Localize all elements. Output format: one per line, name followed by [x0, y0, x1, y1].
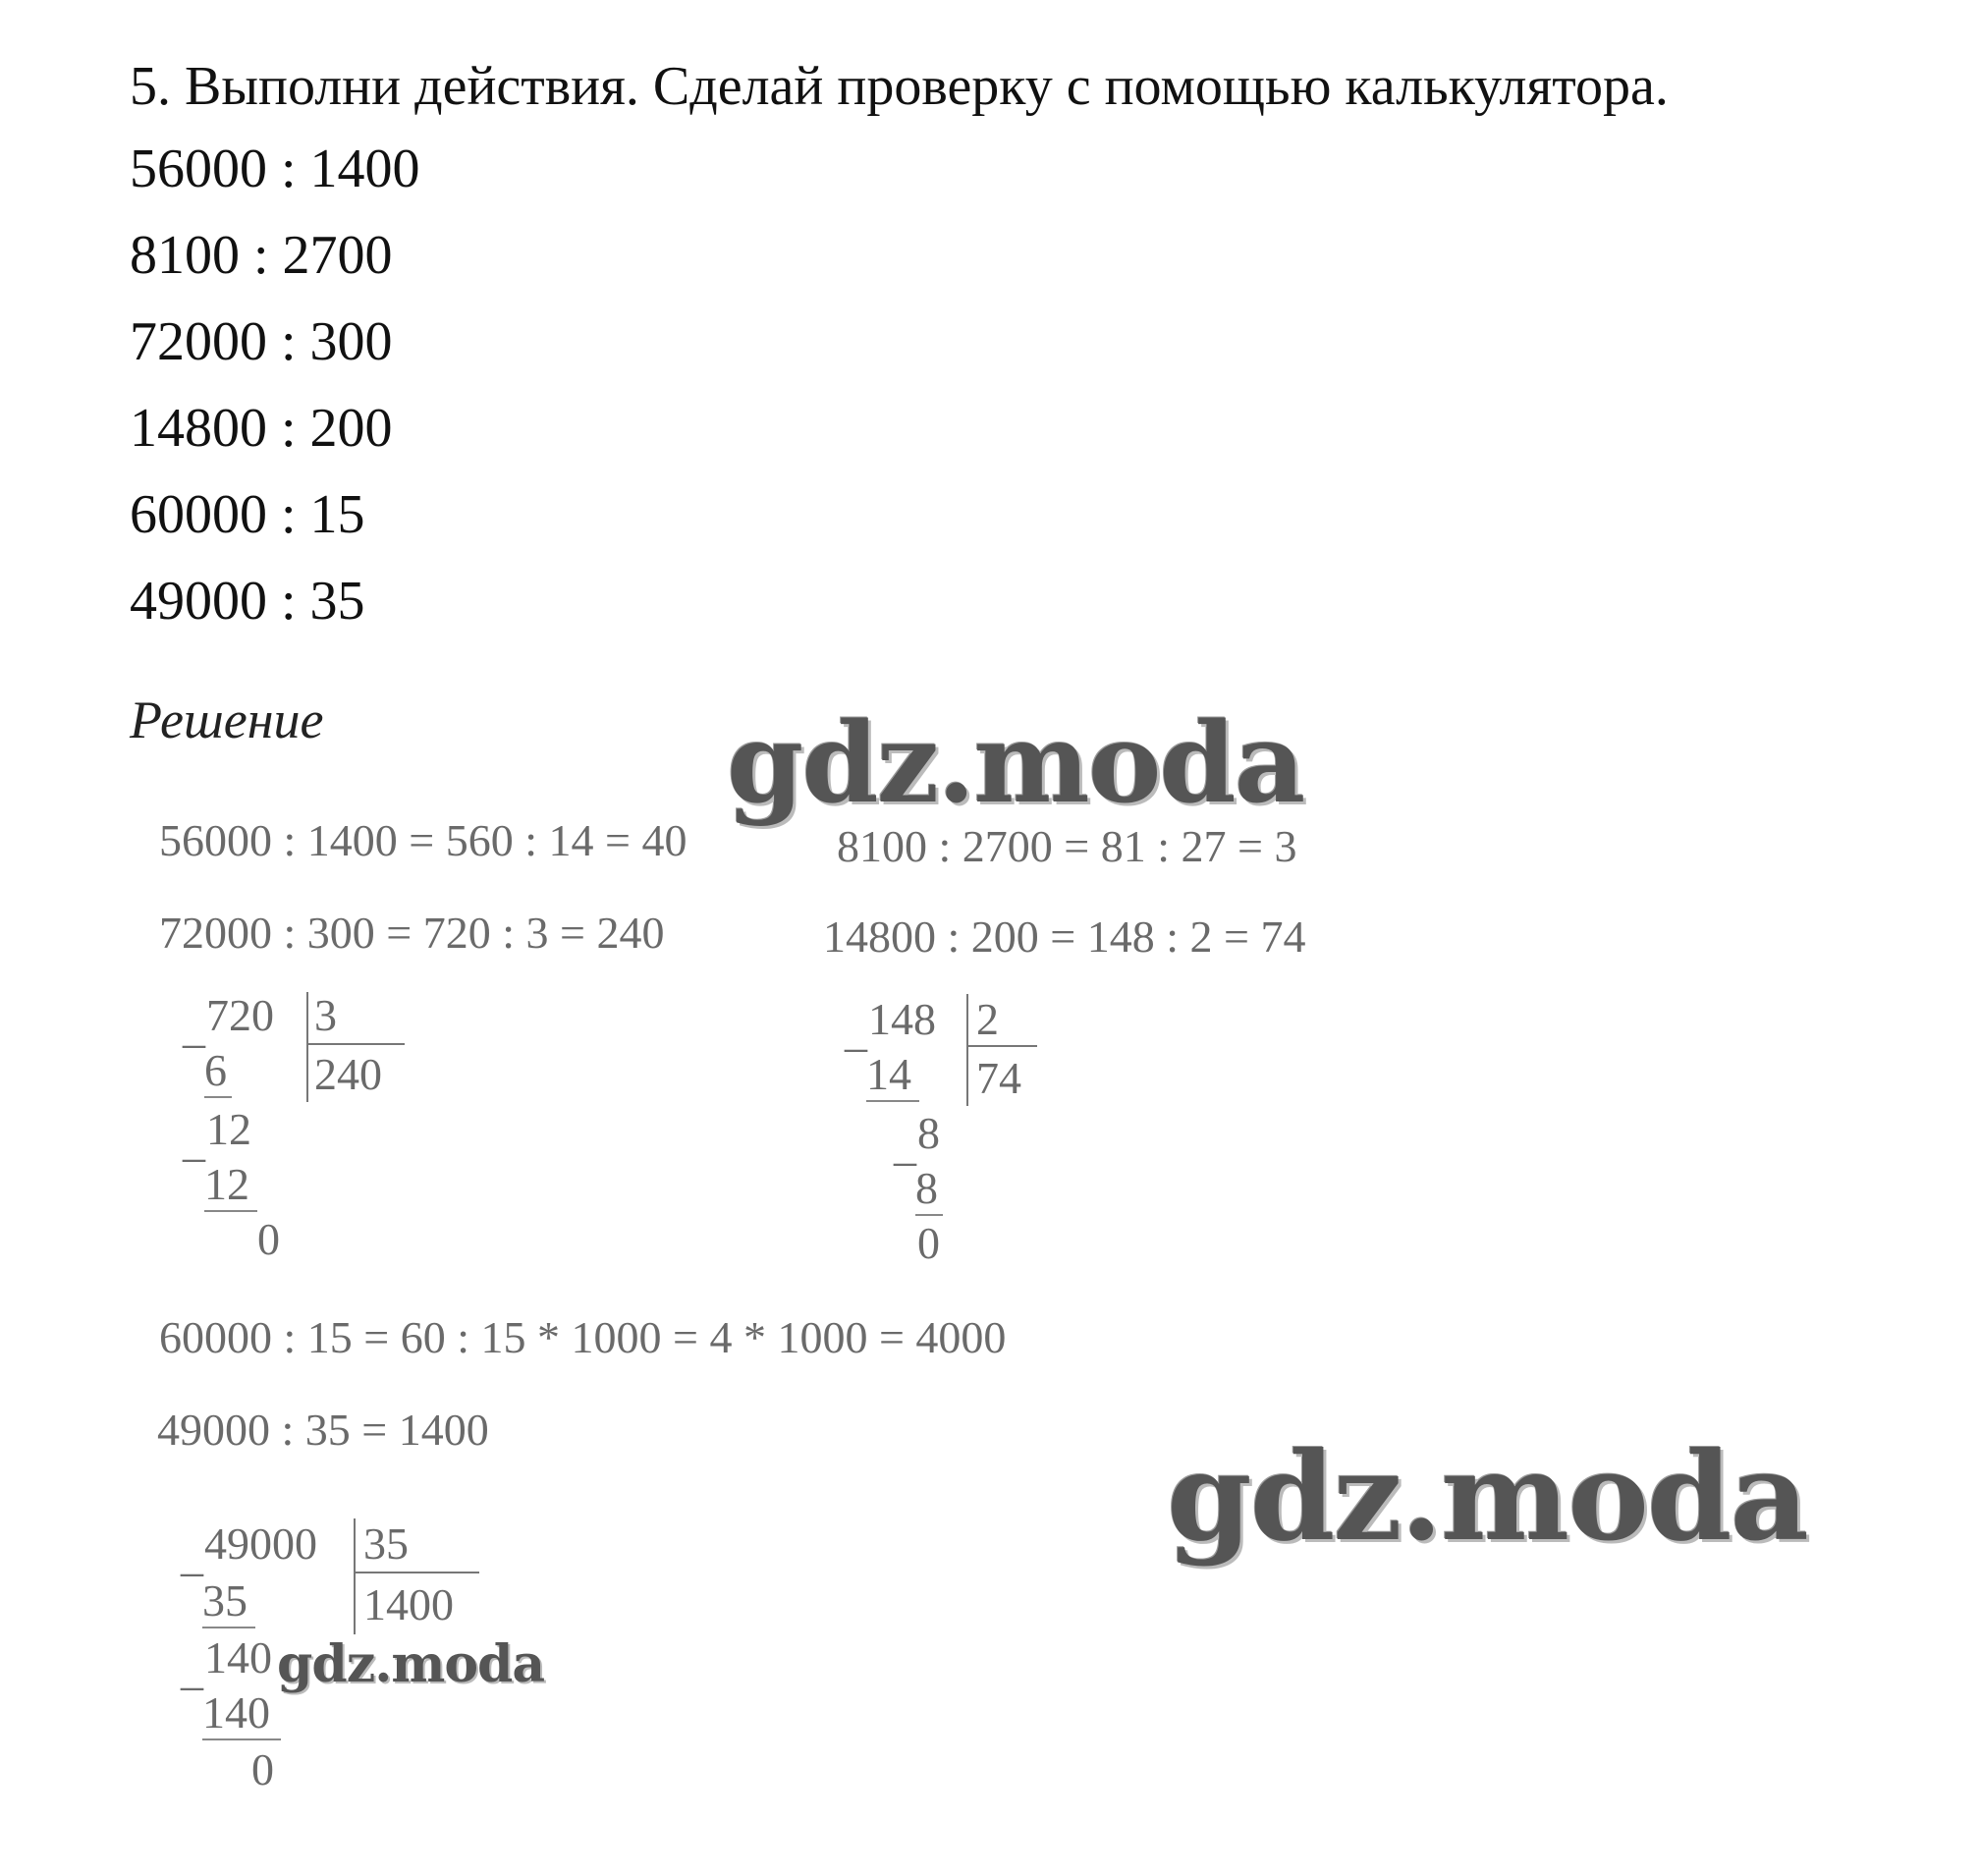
- task-title: 5. Выполни действия. Сделай проверку с помощью калькулятора.: [130, 56, 1669, 117]
- solution-line: 60000 : 15 = 60 : 15 * 1000 = 4 * 1000 = 4000: [159, 1312, 1007, 1362]
- divisor: 2: [976, 994, 999, 1044]
- solution-line: 14800 : 200 = 148 : 2 = 74: [823, 911, 1306, 962]
- minus-sign: _: [181, 1530, 203, 1580]
- minus-sign: _: [845, 1006, 867, 1056]
- watermark-logo: gdz.moda: [277, 1634, 545, 1694]
- quotient: 240: [314, 1049, 382, 1099]
- solution-label: Решение: [130, 690, 324, 749]
- step: 12: [206, 1104, 251, 1154]
- watermark-logo: gdz.moda: [727, 699, 1304, 828]
- step: 140: [202, 1687, 281, 1740]
- remainder: 0: [917, 1218, 940, 1268]
- divisor: 35: [363, 1518, 409, 1569]
- step: 140: [204, 1632, 272, 1683]
- task-item: 56000 : 1400: [130, 138, 420, 199]
- minus-sign: _: [183, 1002, 205, 1052]
- watermark-logo: gdz.moda: [1167, 1426, 1807, 1569]
- step: 8: [917, 1108, 940, 1158]
- solution-line: 49000 : 35 = 1400: [157, 1405, 489, 1455]
- dividend: 720: [206, 990, 274, 1040]
- solution-line: 72000 : 300 = 720 : 3 = 240: [159, 908, 665, 958]
- dividend: 49000: [204, 1518, 317, 1569]
- solution-line: 56000 : 1400 = 560 : 14 = 40: [159, 815, 688, 865]
- step: 8: [915, 1163, 943, 1216]
- task-item: 60000 : 15: [130, 484, 365, 545]
- minus-sign: _: [894, 1120, 916, 1170]
- step: 14: [866, 1049, 919, 1102]
- quotient: 1400: [363, 1579, 454, 1629]
- task-item: 49000 : 35: [130, 571, 365, 632]
- solution-line: 8100 : 2700 = 81 : 27 = 3: [837, 821, 1297, 871]
- remainder: 0: [257, 1214, 280, 1264]
- step: 35: [202, 1575, 255, 1628]
- remainder: 0: [251, 1744, 274, 1794]
- minus-sign: _: [181, 1644, 203, 1694]
- task-item: 72000 : 300: [130, 311, 393, 372]
- dividend: 148: [868, 994, 936, 1044]
- quotient: 74: [976, 1053, 1021, 1103]
- step: 6: [204, 1045, 232, 1098]
- task-item: 8100 : 2700: [130, 225, 393, 286]
- task-item: 14800 : 200: [130, 398, 393, 459]
- minus-sign: _: [183, 1116, 205, 1166]
- step: 12: [204, 1159, 257, 1212]
- divisor: 3: [314, 990, 337, 1040]
